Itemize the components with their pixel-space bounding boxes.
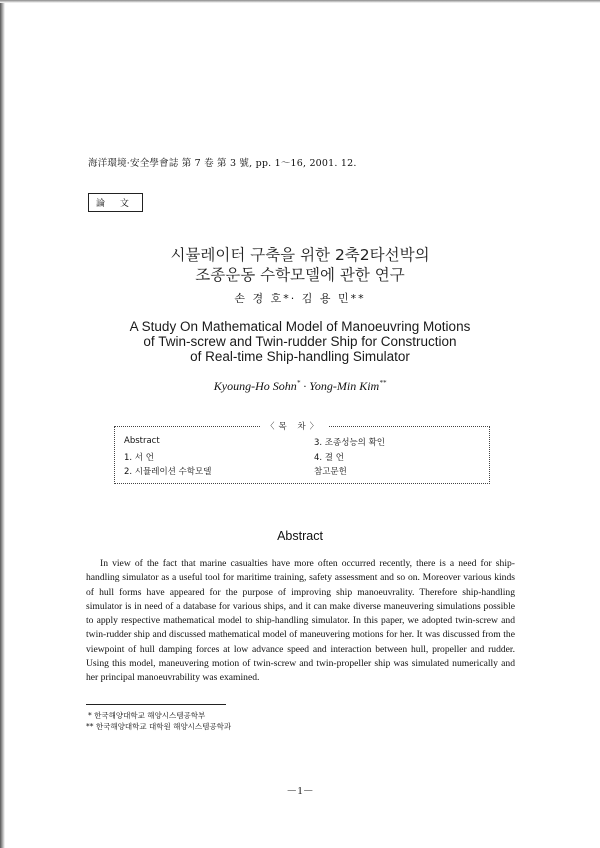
korean-authors: 손 경 호*· 김 용 민** — [234, 292, 366, 305]
english-title-line-3: of Real-time Ship-handling Simulator — [190, 349, 410, 364]
toc-item-right-3: 참고문헌 — [314, 467, 347, 477]
korean-title-line-2: 조종운동 수학모델에 관한 연구 — [195, 266, 405, 284]
abstract-heading: Abstract — [277, 529, 323, 543]
toc-item-right-1: 3. 조종성능의 확인 — [314, 438, 385, 448]
toc-item-left-1: Abstract — [124, 436, 160, 446]
author-1-name: Kyoung-Ho Sohn — [213, 379, 297, 393]
author-2-mark: ** — [379, 379, 387, 387]
author-1-mark: * — [296, 379, 301, 387]
scan-top-edge — [0, 0, 600, 3]
footnote-1: * 한국해양대학교 해양시스템공학부 — [88, 711, 206, 720]
english-authors — [0, 379, 600, 394]
abstract-body: In view of the fact that marine casualties have more often occurred recently, there is a need for ship-handling simulator as a useful tool for maritime training, safety assessment and so on. Moreover various kinds of hull forms have appeared for the purpose of improving ship manoeuvrality. Therefore ship-handling simulator is in need of a database for various ships, and it can make diverse maneuvering simulations possible to apply respective mathematical model to ship-handling simulator. In this paper, we adopted twin-screw and twin-rudder ship and discussed mathematical model of maneuvering motions for her. It was discussed from the viewpoint of hull damping forces at low advance speed and interaction between hull, propeller and rudder. Using this model, maneuvering motion of twin-screw and twin-propeller ship was simulated numerically and her principal manoeuvrability was examined. — [86, 558, 515, 684]
toc-heading: 〈목 차〉 — [260, 420, 328, 432]
toc-item-right-2: 4. 결 언 — [314, 453, 344, 463]
page-number: －1－ — [286, 785, 314, 797]
english-title-line-2: of Twin-screw and Twin-rudder Ship for Construction — [143, 334, 457, 349]
author-separator: · — [300, 379, 310, 393]
scan-left-edge — [0, 0, 5, 848]
author-2-name: Yong-Min Kim — [309, 379, 380, 393]
korean-title-line-1: 시뮬레이터 구축을 위한 2축2타선박의 — [170, 246, 430, 264]
english-title-line-1: A Study On Mathematical Model of Manoeuvring Motions — [129, 319, 471, 334]
article-category-badge: 論 文 — [88, 193, 143, 212]
footnote-2: ** 한국해양대학교 대학원 해양시스템공학과 — [86, 722, 232, 731]
toc-item-left-2: 1. 서 언 — [124, 453, 154, 463]
journal-citation: 海洋環境·安全學會誌 第 7 卷 第 3 號, pp. 1～16, 2001. 12. — [88, 158, 357, 169]
toc-item-left-3: 2. 시뮬레이션 수학모델 — [124, 467, 212, 477]
footnote-divider — [86, 704, 226, 705]
